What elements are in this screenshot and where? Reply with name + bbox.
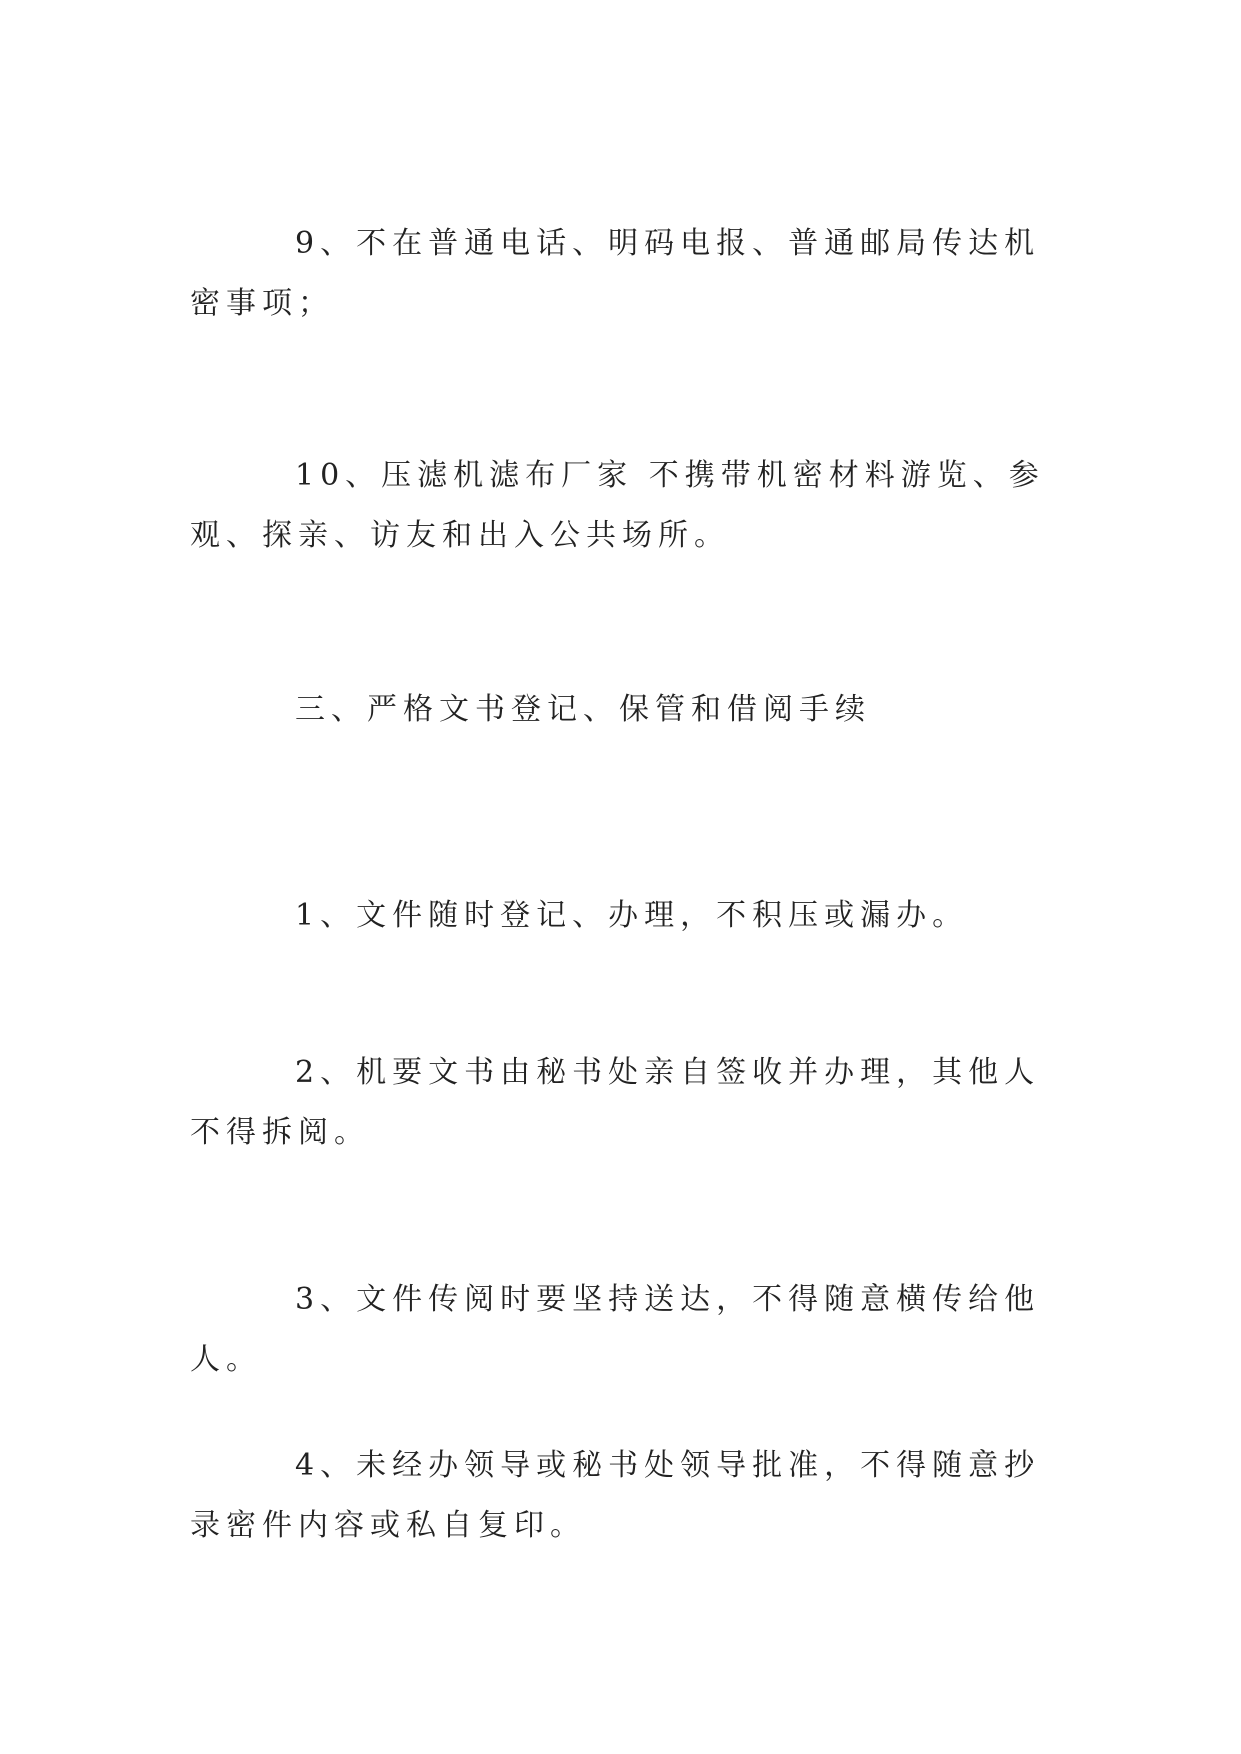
paragraph-item-9: 9、不在普通电话、明码电报、普通邮局传达机密事项；	[190, 226, 1041, 321]
paragraph-item-2: 2、机要文书由秘书处亲自签收并办理，其他人不得拆阅。	[190, 1055, 1041, 1150]
paragraph-item-4: 4、未经办领导或秘书处领导批准，不得随意抄录密件内容或私自复印。	[190, 1448, 1041, 1543]
paragraph-item-3: 3、文件传阅时要坚持送达，不得随意横传给他人。	[190, 1282, 1041, 1377]
paragraph-item-10: 10、压滤机滤布厂家 不携带机密材料游览、参观、探亲、访友和出入公共场所。	[190, 458, 1045, 553]
paragraph-item-1: 1、文件随时登记、办理，不积压或漏办。	[295, 898, 969, 933]
section-heading-3: 三、严格文书登记、保管和借阅手续	[295, 692, 871, 727]
